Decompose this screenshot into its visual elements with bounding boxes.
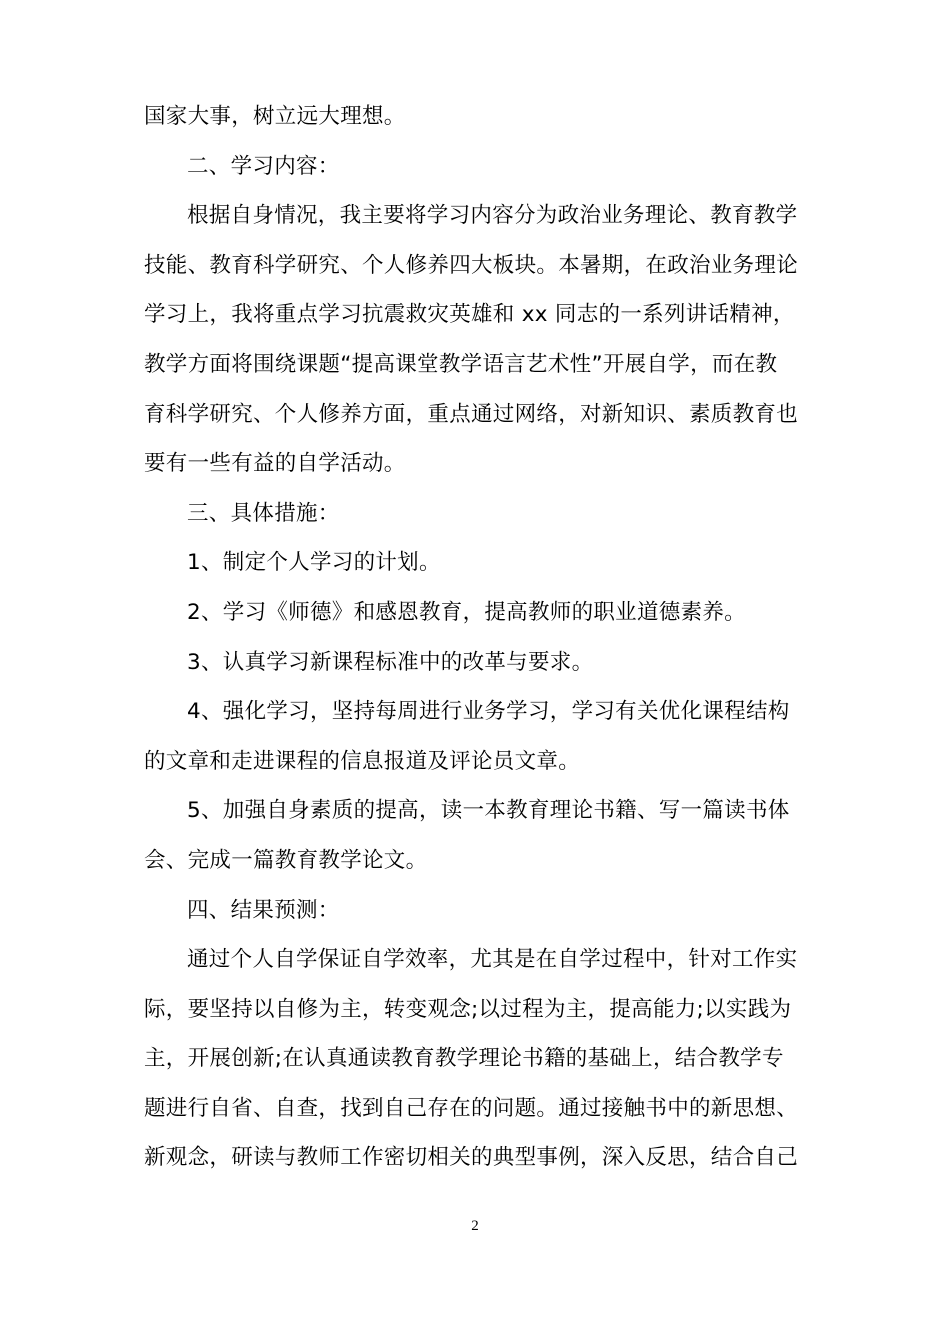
list-item: 2、学习《师德》和感恩教育，提高教师的职业道德素养。 <box>187 599 746 625</box>
text-line: 通过个人自学保证自学效率，尤其是在自学过程中，针对工作实 <box>187 947 798 973</box>
text-line: 要有一些有益的自学活动。 <box>144 451 406 477</box>
list-item: 1、制定个人学习的计划。 <box>187 550 441 576</box>
text-line: 教学方面将围绕课题“提高课堂教学语言艺术性”开展自学，而在教 <box>144 351 778 377</box>
text-line: 会、完成一篇教育教学论文。 <box>144 847 428 873</box>
section-heading: 二、学习内容： <box>187 153 340 179</box>
section-heading: 三、具体措施： <box>187 500 340 526</box>
text-line: 际，要坚持以自修为主，转变观念;以过程为主，提高能力;以实践为 <box>144 996 792 1022</box>
page-number: 2 <box>471 1218 479 1234</box>
text-line: 根据自身情况，我主要将学习内容分为政治业务理论、教育教学 <box>187 203 798 229</box>
text-line: 新观念，研读与教师工作密切相关的典型事例，深入反思，结合自己 <box>144 1145 799 1171</box>
text-line: 技能、教育科学研究、个人修养四大板块。本暑期，在政治业务理论 <box>144 252 799 278</box>
document-body <box>144 92 824 1183</box>
list-item: 5、加强自身素质的提高，读一本教育理论书籍、写一篇读书体 <box>187 798 790 824</box>
text-line: 主，开展创新;在认真通读教育教学理论书籍的基础上，结合教学专 <box>144 1046 784 1072</box>
text-line: 学习上，我将重点学习抗震救灾英雄和 xx 同志的一系列讲话精神， <box>144 302 795 328</box>
text-line: 育科学研究、个人修养方面，重点通过网络，对新知识、素质教育也 <box>144 401 799 427</box>
list-item: 3、认真学习新课程标准中的改革与要求。 <box>187 649 594 675</box>
text-line: 题进行自省、自查，找到自己存在的问题。通过接触书中的新思想、 <box>144 1095 799 1121</box>
text-line: 国家大事，树立远大理想。 <box>144 104 406 129</box>
list-item: 4、强化学习，坚持每周进行业务学习，学习有关优化课程结构 <box>187 699 790 725</box>
section-heading: 四、结果预测： <box>187 897 340 923</box>
text-line: 的文章和走进课程的信息报道及评论员文章。 <box>144 748 581 774</box>
